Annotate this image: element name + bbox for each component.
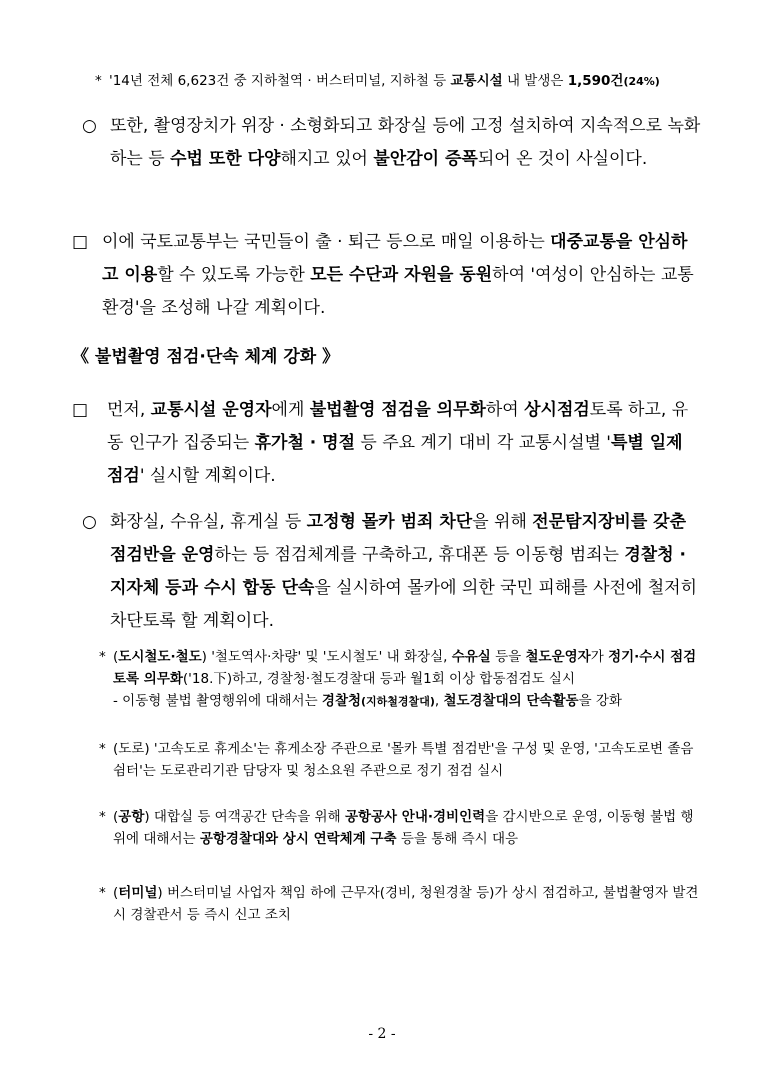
note-line: (도시철도·철도) '철도역사·차량' 및 '도시철도' 내 화장실, 수유실 등을 철도운영자가 정기·수시 점검토록 의무화('18.下)하고, 경찰청·철도경찰대 등과 월1회 이상 합동점검도 실시 xyxy=(113,649,697,687)
circle-bullet: ○ xyxy=(82,512,97,532)
note-marker: * xyxy=(99,741,106,757)
note-text: (터미널) 버스터미널 사업자 책임 하에 근무자(경비, 청원경찰 등)가 상시 점검하고, 불법촬영자 발견 시 경찰관서 등 즉시 신고 조치 xyxy=(113,885,699,923)
note-airport xyxy=(99,806,699,850)
note-marker: * xyxy=(99,885,106,901)
note-text xyxy=(113,646,699,713)
note-urban-railway xyxy=(99,646,699,713)
square-bullet: □ xyxy=(72,232,89,252)
paragraph-text: 이에 국토교통부는 국민들이 출 · 퇴근 등으로 매일 이용하는 대중교통을 안심하고 이용할 수 있도록 가능한 모든 수단과 자원을 동원하여 '여성이 안심하는 교통환경'을 조성해 나갈 계획이다. xyxy=(102,232,694,318)
note-marker: * xyxy=(95,73,102,89)
note-marker: * xyxy=(99,649,106,665)
note-text: (공항) 대합실 등 여객공간 단속을 위해 공항공사 안내·경비인력을 감시반으로 운영, 이동형 불법 행위에 대해서는 공항경찰대와 상시 연락체계 구축 등을 통해 즉시 대응 xyxy=(113,809,694,847)
note-text: (도로) '고속도로 휴게소'는 휴게소장 주관으로 '몰카 특별 점검반'을 구성 및 운영, '고속도로변 졸음쉼터'는 도로관리기관 담당자 및 청소요원 주관으로 정기 점검 실시 xyxy=(113,741,694,779)
paragraph-ministry-plan xyxy=(72,226,702,325)
note-marker: * xyxy=(99,809,106,825)
note-subline: - 이동형 불법 촬영행위에 대해서는 경찰청(지하철경찰대), 철도경찰대의 단속활동을 강화 xyxy=(113,693,622,709)
square-bullet: □ xyxy=(72,400,89,420)
paragraph-text: 먼저, 교통시설 운영자에게 불법촬영 점검을 의무화하여 상시점검토록 하고, 유동 인구가 집중되는 휴가철 · 명절 등 주요 계기 대비 각 교통시설별 '특별 일제 점검' 실시할 계획이다. xyxy=(107,400,689,486)
page-number: - 2 - xyxy=(368,1026,396,1042)
note-text: '14년 전체 6,623건 중 지하철역 · 버스터미널, 지하철 등 교통시설 내 발생은 1,590건(24%) xyxy=(109,73,660,89)
section-heading: 《 불법촬영 점검·단속 체계 강화 》 xyxy=(72,347,340,367)
note-statistics xyxy=(95,70,695,93)
paragraph-mandatory-inspection xyxy=(72,394,702,493)
note-road xyxy=(99,738,699,782)
paragraph-inspection-teams xyxy=(82,506,702,638)
paragraph-text: 또한, 촬영장치가 위장 · 소형화되고 화장실 등에 고정 설치하여 지속적으로 녹화하는 등 수법 또한 다양해지고 있어 불안감이 증폭되어 온 것이 사실이다. xyxy=(110,116,701,169)
note-terminal xyxy=(99,882,699,926)
paragraph-text: 화장실, 수유실, 휴게실 등 고정형 몰카 범죄 차단을 위해 전문탐지장비를 갖춘 점검반을 운영하는 등 점검체계를 구축하고, 휴대폰 등 이동형 범죄는 경찰청 · 지자체 등과 수시 합동 단속을 실시하여 몰카에 의한 국민 피해를 사전에 철저히 차단토록 할 계획이다. xyxy=(110,512,698,631)
circle-bullet: ○ xyxy=(82,116,97,136)
paragraph-method-diversity xyxy=(82,110,702,176)
